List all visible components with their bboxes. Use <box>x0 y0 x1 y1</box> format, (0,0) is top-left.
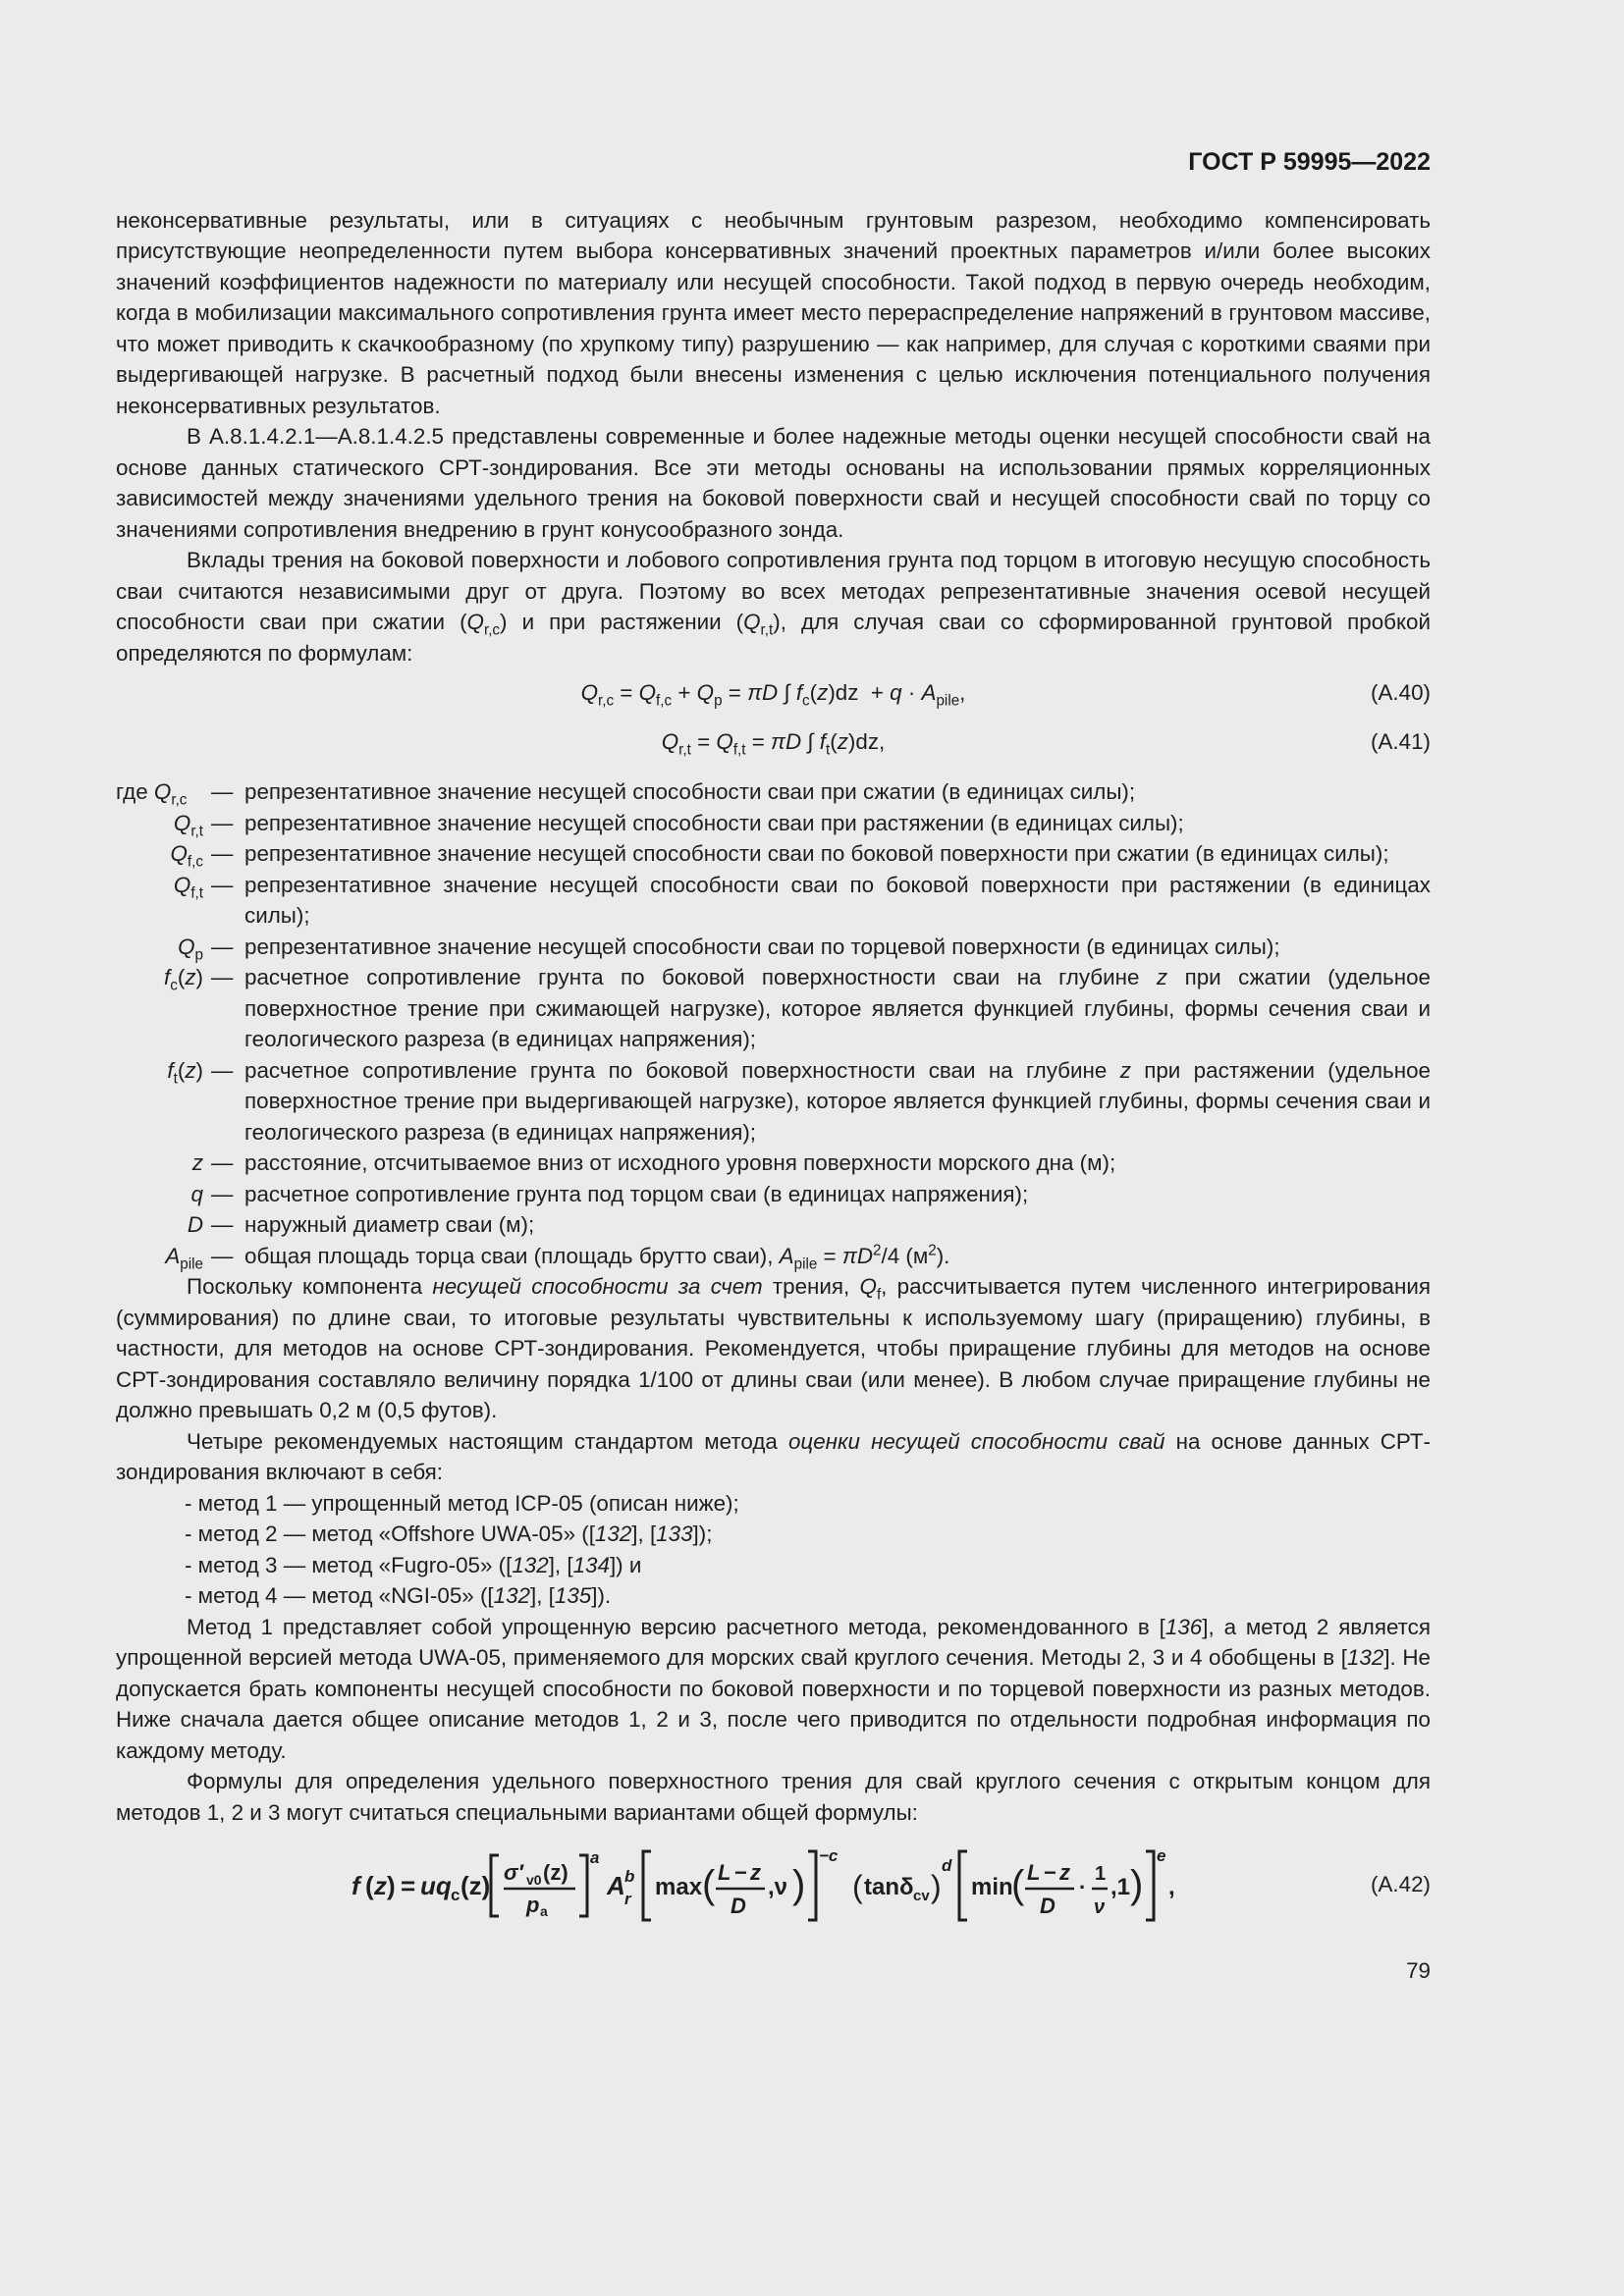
svg-text:z: z <box>374 1871 387 1900</box>
def-symbol: D <box>187 1212 203 1237</box>
def-symbol: $f_c(z)$ <box>164 965 203 994</box>
svg-text:(: ( <box>365 1871 374 1900</box>
svg-text:,1: ,1 <box>1110 1874 1131 1900</box>
svg-text:r: r <box>624 1890 631 1908</box>
equation-a40-number: (А.40) <box>1371 680 1431 705</box>
svg-text:d: d <box>942 1856 952 1875</box>
svg-text:): ) <box>931 1869 942 1904</box>
def-symbol: где $Q_{r,c}$ <box>116 779 188 809</box>
def-symbol: $f_t(z)$ <box>167 1057 203 1087</box>
svg-text:): ) <box>387 1871 396 1900</box>
def-text: расстояние, отсчитываемое вниз от исходного уровня поверхности морского дна (м); <box>244 1150 1116 1175</box>
svg-text:f: f <box>352 1871 360 1900</box>
svg-text:(z): (z) <box>543 1860 568 1885</box>
def-symbol: $A_{pile}$ <box>165 1243 203 1272</box>
def-symbol: $Q_{r,t}$ <box>173 810 203 839</box>
def-text: репрезентативное значение несущей способности сваи по боковой поверхности при сжатии (в единицах силы); <box>244 841 1389 866</box>
svg-text:σ′: σ′ <box>504 1860 523 1885</box>
svg-text:−: − <box>734 1860 747 1885</box>
svg-text:max: max <box>655 1874 703 1900</box>
list-item: - метод 4 — метод «NGI-05» ([132], [135]). <box>185 1583 612 1608</box>
paragraph-6: Метод 1 представляет собой упрощенную версию расчетного метода, рекомендованного в [136], а метод 2 является упрощенной версией метода UWA-05, применяемого для морских свай круглого сечения. Методы 2, 3 и 4 обобщены в [132]. Не допускается брать компоненты несущей способности по боковой поверхности и по торцевой поверхности из разных методов. Ниже сначала дается общее описание методов 1, 2 и 3, после чего приводится по отдельности подробная информация по каждому методу. <box>116 1614 1431 1763</box>
equation-a42-formula <box>352 1838 1235 1932</box>
equation-a42-number: (А.42) <box>1371 1872 1431 1896</box>
list-item: - метод 1 — упрощенный метод ICP-05 (описан ниже); <box>185 1490 739 1516</box>
svg-text:b: b <box>624 1867 635 1886</box>
svg-text:A: A <box>607 1871 625 1900</box>
paragraph-5: Четыре рекомендуемых настоящим стандартом метода оценки несущей способности свай на основе данных СРТ-зондирования включают в себя: <box>116 1428 1431 1484</box>
svg-text:L: L <box>1027 1860 1041 1885</box>
svg-text:uq: uq <box>420 1871 452 1900</box>
svg-text:=: = <box>401 1871 416 1900</box>
equation-a40 <box>116 668 1431 718</box>
paragraph-4: Поскольку компонента несущей способности за счет трения, $Q_f$, рассчитывается путем численного интегрирования (суммирования) по длине сваи, то итоговые результаты чувствительны к используемому шагу (приращению) глубины, в частности, для методов на основе СРТ-зондирования. Рекомендуется, чтобы приращение глубины для методов на основе СРТ-зондирования составляло величину порядка 1/100 от длины сваи (или менее). В любом случае приращение глубины не должно превышать 0,2 м (0,5 футов). <box>116 1274 1431 1422</box>
list-item: - метод 3 — метод «Fugro-05» ([132], [134]) и <box>185 1552 642 1577</box>
svg-text:cv: cv <box>913 1888 930 1904</box>
def-text: репрезентативное значение несущей способности сваи по торцевой поверхности (в единицах силы); <box>244 934 1280 959</box>
def-text: расчетное сопротивление грунта под торцом сваи (в единицах напряжения); <box>244 1181 1029 1206</box>
methods-list <box>116 1488 1431 1612</box>
svg-text:min: min <box>971 1874 1013 1900</box>
paragraph-1: неконсервативные результаты, или в ситуациях с необычным грунтовым разрезом, необходимо компенсировать присутствующие неопределенности путем выбора консервативных значений проектных параметров и/или более высоких значений коэффициентов надежности по материалу или несущей способности. Такой подход в первую очередь необходим, когда в мобилизации максимального сопротивления грунта имеет место перераспределение напряжений в грунтовом массиве, что может приводить к скачкообразному (по хрупкому типу) разрушению — как например, для случая с короткими сваями при выдергивающей нагрузке. В расчетный подход были внесены изменения с целью исключения потенциального получения неконсервативных результатов. <box>116 207 1431 418</box>
equation-a41 <box>116 718 1431 767</box>
paragraph-2: В А.8.1.4.2.1—А.8.1.4.2.5 представлены современные и более надежные методы оценки несущей способности свай на основе данных статического СРТ-зондирования. Все эти методы основаны на использовании прямых корреляционных зависимостей между значениями удельного трения на боковой поверхности свай и несущей способности свай по торцу со значениями сопротивления внедрению в грунт конусообразного зонда. <box>116 424 1431 542</box>
def-text: расчетное сопротивление грунта по боковой поверхностности сваи на глубине z при сжатии (удельное поверхностное трение при сжимающей нагрузке), которое является функцией глубины, формы сечения сваи и геологического разреза (в единицах напряжения); <box>244 965 1431 1051</box>
equation-a41-number: (А.41) <box>1371 729 1431 754</box>
svg-text:e: e <box>1157 1846 1166 1865</box>
svg-text:c: c <box>451 1886 460 1904</box>
page-number: 79 <box>1406 1958 1431 1983</box>
document-code: ГОСТ Р 59995—2022 <box>1188 148 1431 176</box>
def-symbol: z <box>191 1150 203 1175</box>
def-text: репрезентативное значение несущей способности сваи при растяжении (в единицах силы); <box>244 810 1184 835</box>
equation-a40-formula: $Q_{r,c} = Q_{f,c} + Q_p = \pi D$ ∫ $f_c(z)dz + q \cdot A_{pile}$, <box>580 680 966 710</box>
equation-a41-formula: $Q_{r,t} = Q_{f,t} = \pi D$ ∫ $f_t(z)dz$, <box>661 729 886 759</box>
def-text: репрезентативное значение несущей способности сваи по боковой поверхности при растяжении (в единицах силы); <box>244 872 1431 928</box>
definitions-list: где $Q_{r,c}$ — репрезентативное значение несущей способности сваи при сжатии (в единицах силы); $Q_{r,t}$ — репрезентативное значение несущей способности сваи при растяжении (в единицах силы); $Q_{f,c}$ — репрезентативное значение несущей способности сваи по боковой поверхности при сжатии (в единицах силы); $Q_{f,t}$ — репрезентативное значение несущей способности сваи по боковой поверхности при растяжении (в единицах силы); $Q_p$ — репрезентативное значение несущей способности сваи по торцевой поверхности (в единицах силы); $f_c(z)$ — расчетное сопротивление грунта по боковой поверхностности сваи на глубине z при сжатии (удельное поверхностное трение при сжимающей нагрузке), которое является функцией глубины, формы сечения сваи и геологического разреза (в единицах напряжения); $f_t(z)$ — расчетное сопротивление грунта по боковой поверхностности сваи на глубине z при растяжении (удельное поверхностное трение при выдергивающей нагрузке), которое является функцией глубины, формы сечения сваи и геологического разреза (в единицах напряжения); z — расстояние, отсчитываемое вниз от исходного уровня поверхности морского дна (м); q — расчетное сопротивление грунта под торцом сваи (в единицах напряжения); D — наружный диаметр сваи (м); $A_{pile}$ — общая площадь торца сваи (площадь брутто сваи), $A_{pile} = \pi D^2/4$ $(м^2)$. <box>116 776 1431 1271</box>
svg-text:1: 1 <box>1095 1863 1107 1885</box>
def-text: наружный диаметр сваи (м); <box>244 1212 535 1237</box>
def-text: репрезентативное значение несущей способности сваи при сжатии (в единицах силы); <box>244 779 1136 804</box>
svg-text:(: ( <box>702 1863 716 1906</box>
paragraph-3: Вклады трения на боковой поверхности и лобового сопротивления грунта под торцом в итоговую несущую способность сваи считаются независимыми друг от друга. Поэтому во всех методах репрезентативные значения осевой несущей способности сваи при сжатии $(Q_{r,c})$ и при растяжении $(Q_{r,t})$, для случая сваи со сформированной грунтовой пробкой определяются по формулам: <box>116 548 1432 666</box>
def-symbol: $Q_{f,c}$ <box>170 841 203 871</box>
svg-text:D: D <box>1040 1894 1056 1918</box>
svg-text:−c: −c <box>819 1846 839 1865</box>
def-symbol: q <box>190 1181 203 1206</box>
def-text: расчетное сопротивление грунта по боковой поверхностности сваи на глубине z при растяжении (удельное поверхностное трение при выдергивающей нагрузке), которое является функцией глубины, формы сечения сваи и геологического разреза (в единицах напряжения); <box>244 1057 1431 1145</box>
svg-text:v0: v0 <box>526 1872 542 1888</box>
equation-a42 <box>116 1838 1431 1932</box>
svg-text:z: z <box>750 1860 761 1885</box>
list-item: - метод 2 — метод «Offshore UWA-05» ([132], [133]); <box>185 1522 713 1546</box>
def-text: общая площадь торца сваи (площадь брутто сваи), $A_{pile} = \pi D^2/4$ $(м^2)$. <box>244 1242 950 1272</box>
svg-text:D: D <box>731 1894 746 1918</box>
svg-text:tanδ: tanδ <box>864 1874 914 1900</box>
svg-text:(z): (z) <box>460 1871 491 1900</box>
svg-text:ν: ν <box>1094 1896 1106 1918</box>
svg-text:,: , <box>1168 1874 1175 1900</box>
svg-text:L: L <box>718 1860 731 1885</box>
svg-text:p: p <box>526 1893 540 1917</box>
paragraph-7: Формулы для определения удельного поверхностного трения для свай круглого сечения с открытым концом для методов 1, 2 и 3 могут считаться специальными вариантами общей формулы: <box>116 1769 1431 1825</box>
svg-text:a: a <box>590 1848 600 1867</box>
def-symbol: $Q_p$ <box>178 934 203 963</box>
def-symbol: $Q_{f,t}$ <box>173 872 203 901</box>
svg-text:): ) <box>792 1863 806 1906</box>
svg-text:): ) <box>1130 1863 1144 1906</box>
svg-text:·: · <box>1079 1875 1087 1899</box>
svg-text:(: ( <box>852 1869 863 1904</box>
svg-text:−: − <box>1044 1860 1056 1885</box>
svg-text:a: a <box>540 1903 548 1919</box>
svg-text:,ν: ,ν <box>768 1874 788 1900</box>
svg-text:(: ( <box>1011 1863 1025 1906</box>
svg-text:z: z <box>1059 1860 1070 1885</box>
document-page <box>116 147 1432 1983</box>
